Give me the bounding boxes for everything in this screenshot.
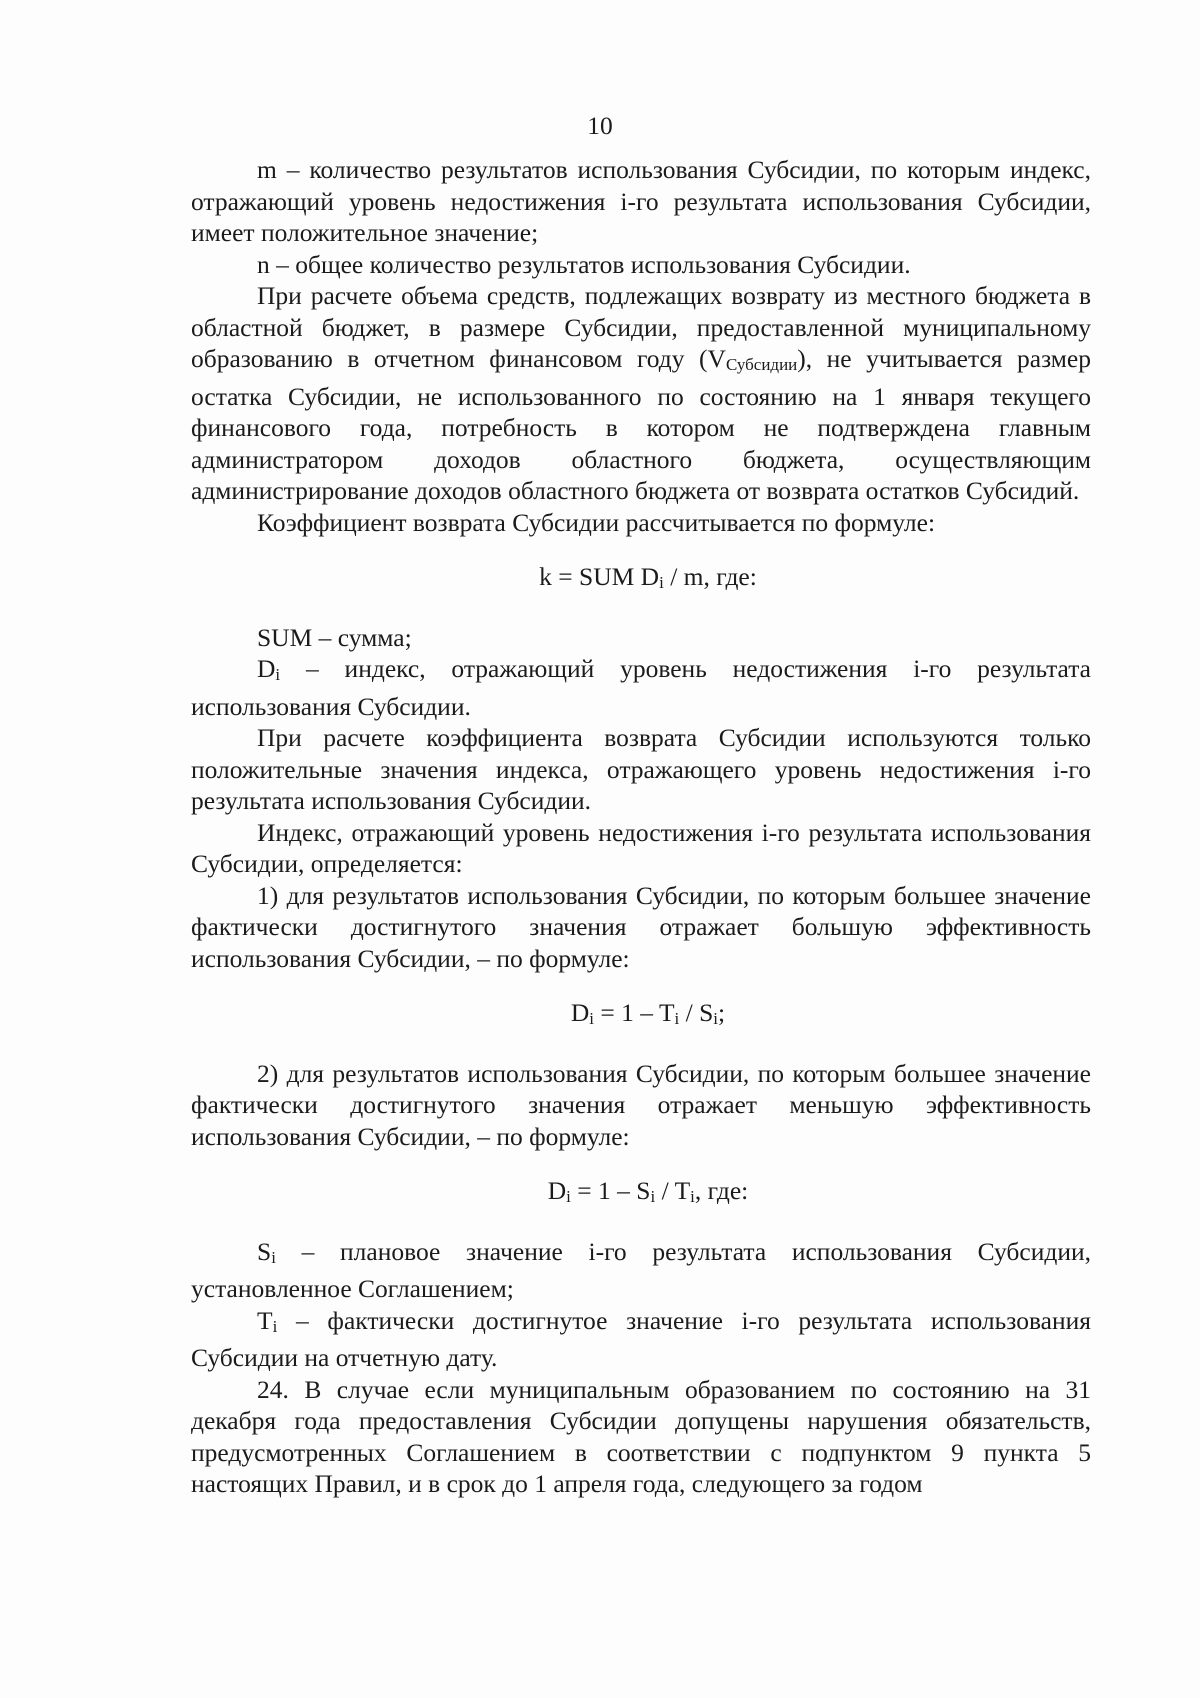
- formula-part: / S: [679, 998, 714, 1027]
- paragraph-coefficient-intro: Коэффициент возврата Субсидии рассчитывается по формуле:: [257, 507, 936, 537]
- paragraph-case-1: 1) для результатов использования Субсидии, по которым большее значение фактически достигнутого значения отражает большую эффективность использования Субсидии, – по формуле:: [191, 880, 1091, 973]
- paragraph-ti-definition: [191, 1305, 1091, 1374]
- symbol-t: T: [257, 1305, 273, 1335]
- formula-part: = 1 – S: [570, 1176, 651, 1205]
- formula-part: D: [570, 998, 590, 1027]
- paragraph-di-definition: [191, 653, 1091, 722]
- paragraph-item-24: 24. В случае если муниципальным образованием по состоянию на 31 декабря года предоставления Субсидии допущены нарушения обязательств, предусмотренных Соглашением в соответствии с подпунктом 9 пункта 5 настоящих Правил, и в срок до 1 апреля года, следующего за годом: [191, 1374, 1091, 1498]
- paragraph-di-text: – индекс, отражающий уровень недостижения i-го результата использования Субсидии.: [191, 654, 1091, 721]
- formula-subscript: i: [659, 573, 664, 592]
- paragraph-index-determination: Индекс, отражающий уровень недостижения i-го результата использования Субсидии, определяется:: [191, 817, 1091, 878]
- paragraph-positive-values: При расчете коэффициента возврата Субсидии используются только положительные значения индекса, отражающего уровень недостижения i-го результата использования Субсидии.: [191, 723, 1091, 815]
- symbol-subscript: i: [275, 665, 281, 684]
- formula-case-1: [191, 997, 1091, 1035]
- formula-subscript: i: [589, 1009, 595, 1028]
- formula-subscript: i: [650, 1187, 656, 1206]
- formula-subscript: i: [713, 1009, 719, 1028]
- formula-part: k = SUM D: [539, 562, 660, 591]
- formula-case-2: [191, 1175, 1091, 1213]
- paragraph-volume-text-a: При расчете объема средств, подлежащих возврату из местного бюджета в областной бюджет, в размере Субсидии, предоставленной муниципальному образованию в отчетном финансовом году (V: [191, 281, 1091, 373]
- formula-part: / T: [655, 1176, 691, 1205]
- symbol-d: D: [257, 654, 276, 683]
- symbol-s: S: [257, 1236, 272, 1266]
- formula-subscript: i: [690, 1187, 695, 1206]
- paragraph-ti-text: – фактически достигнутое значение i-го результата использования Субсидии на отчетную дату.: [191, 1305, 1091, 1372]
- paragraph-m-definition: m – количество результатов использования Субсидии, по которым индекс, отражающий уровень недостижения i-го результата использования Субсидии, имеет положительное значение;: [191, 155, 1091, 247]
- paragraph-si-text: – плановое значение i-го результата использования Субсидии, установленное Соглашением;: [191, 1236, 1091, 1303]
- symbol-subscript: i: [272, 1316, 278, 1336]
- formula-subscript: i: [674, 1009, 680, 1028]
- formula-part: = 1 – T: [594, 998, 675, 1027]
- paragraph-case-2: 2) для результатов использования Субсидии, по которым большее значение фактически достигнутого значения отражает меньшую эффективность использования Субсидии, – по формуле:: [191, 1058, 1091, 1151]
- formula-part: , где:: [694, 1176, 749, 1205]
- formula-part: D: [547, 1176, 567, 1205]
- paragraph-sum-definition: SUM – сумма;: [257, 622, 412, 652]
- document-body: [191, 154, 1091, 1500]
- formula-coefficient: [191, 561, 1091, 599]
- symbol-subscript: i: [271, 1247, 276, 1267]
- paragraph-volume-text-b: ), не учитывается размер остатка Субсидии, не использованного по состоянию на 1 января текущего финансового года, потребность в котором не подтверждена главным администратором доходов областного бюджета, осуществляющим администрирование доходов областного бюджета от возврата остатков Субсидий.: [191, 344, 1091, 505]
- paragraph-si-definition: [191, 1236, 1091, 1305]
- formula-part: ;: [718, 998, 726, 1027]
- paragraph-volume-calculation: [191, 280, 1091, 507]
- formula-subscript: i: [566, 1187, 571, 1206]
- formula-part: / m, где:: [663, 562, 757, 591]
- paragraph-n-definition: n – общее количество результатов использования Субсидии.: [257, 249, 911, 279]
- subscript-subsidy: Субсидии: [725, 355, 798, 374]
- page-number: 10: [587, 111, 613, 140]
